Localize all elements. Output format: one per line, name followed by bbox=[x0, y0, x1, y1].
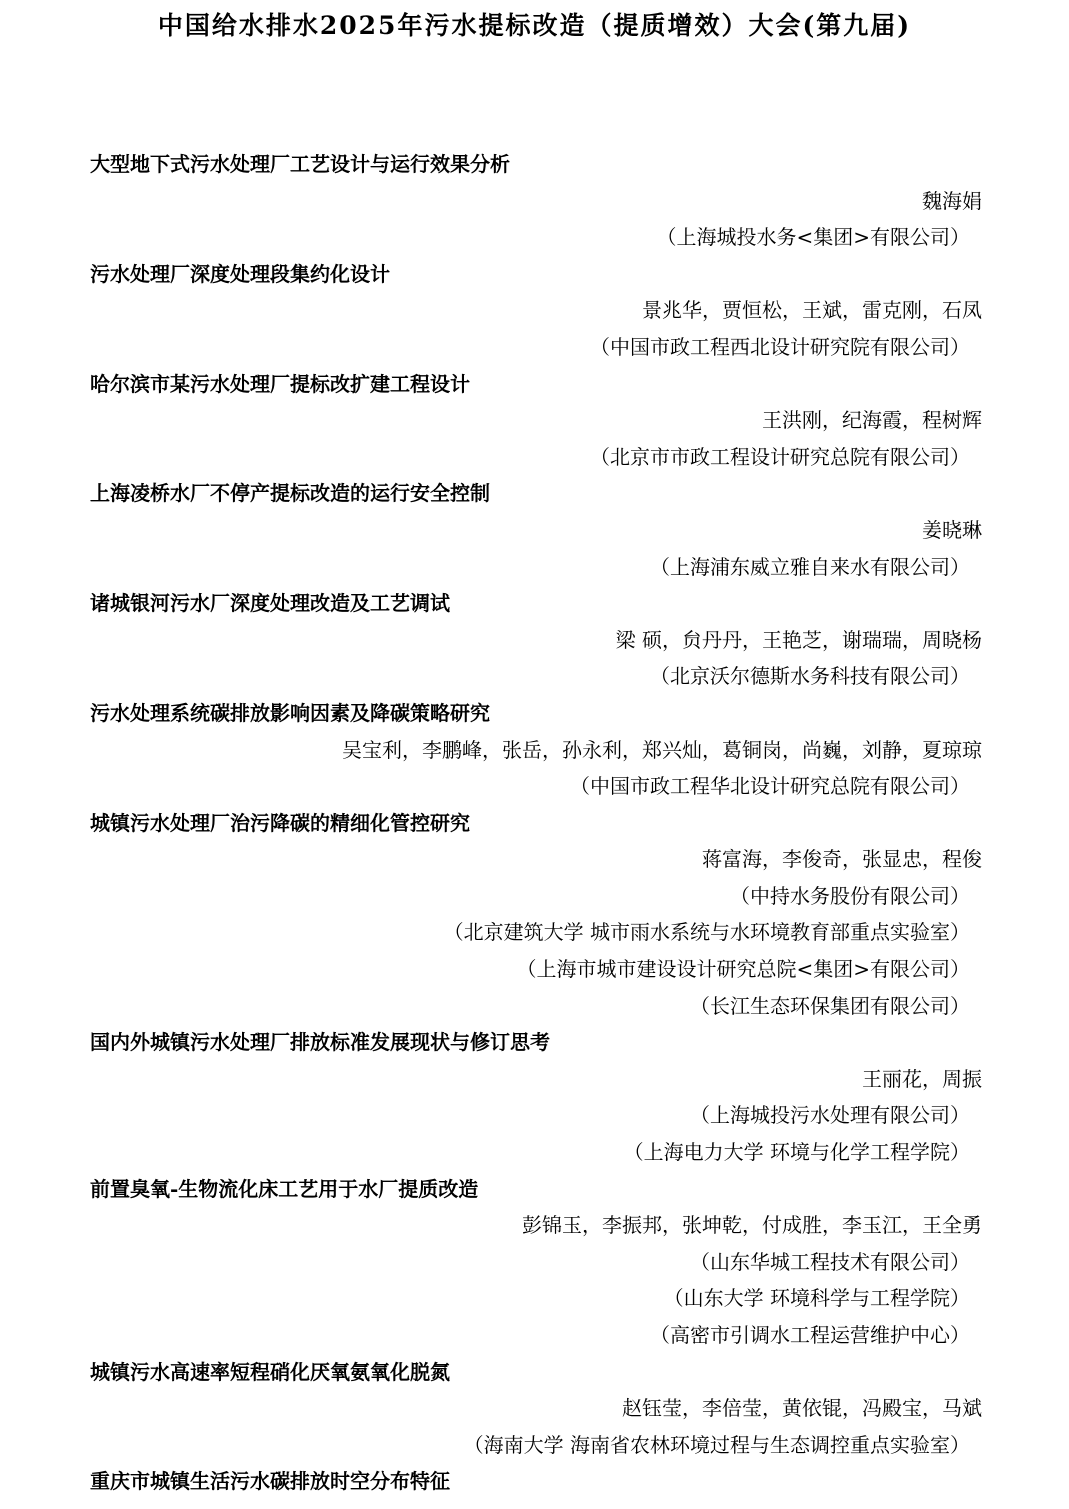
paper-entry bbox=[90, 1463, 982, 1500]
paper-affiliation: （山东华城工程技术有限公司） bbox=[690, 1249, 970, 1274]
paper-affiliation: （北京市市政工程设计研究总院有限公司） bbox=[590, 444, 970, 469]
paper-entry bbox=[90, 585, 982, 695]
paper-affiliation: （上海城投污水处理有限公司） bbox=[690, 1103, 970, 1128]
paper-title: 国内外城镇污水处理厂排放标准发展现状与修订思考 bbox=[90, 1030, 550, 1055]
paper-entry bbox=[90, 1354, 982, 1464]
paper-authors: 王丽花，周振 bbox=[862, 1066, 982, 1091]
paper-affiliation: （上海市城市建设设计研究总院<集团>有限公司） bbox=[516, 957, 970, 982]
paper-list bbox=[90, 146, 982, 1500]
paper-title: 大型地下式污水处理厂工艺设计与运行效果分析 bbox=[90, 152, 510, 176]
paper-title: 城镇污水处理厂治污降碳的精细化管控研究 bbox=[90, 810, 470, 835]
paper-authors: 姜晓琳 bbox=[922, 517, 982, 542]
paper-title: 哈尔滨市某污水处理厂提标改扩建工程设计 bbox=[90, 371, 470, 396]
paper-authors: 吴宝利，李鹏峰，张岳，孙永利，郑兴灿，葛铜岗，尚巍，刘静，夏琼琼 bbox=[342, 737, 982, 762]
paper-affiliation: （山东大学 环境科学与工程学院） bbox=[663, 1286, 970, 1311]
paper-entry bbox=[90, 256, 982, 366]
paper-authors: 王洪刚，纪海霞，程树辉 bbox=[762, 408, 982, 433]
paper-affiliation: （高密市引调水工程运营维护中心） bbox=[650, 1323, 970, 1347]
paper-entry bbox=[90, 695, 982, 805]
paper-authors: 魏海娟 bbox=[922, 188, 982, 213]
paper-affiliation: （中国市政工程华北设计研究总院有限公司） bbox=[570, 774, 970, 799]
paper-entry bbox=[90, 366, 982, 476]
paper-title: 城镇污水高速率短程硝化厌氧氨氧化脱氮 bbox=[90, 1359, 450, 1384]
paper-affiliation: （海南大学 海南省农林环境过程与生态调控重点实验室） bbox=[463, 1432, 970, 1457]
paper-title: 污水处理厂深度处理段集约化设计 bbox=[90, 261, 390, 286]
paper-authors: 景兆华，贾恒松，王斌，雷克刚，石凤 bbox=[642, 298, 982, 323]
paper-affiliation: （长江生态环保集团有限公司） bbox=[690, 993, 970, 1018]
paper-entry bbox=[90, 805, 982, 1025]
paper-title: 重庆市城镇生活污水碳排放时空分布特征 bbox=[90, 1469, 450, 1494]
paper-title: 前置臭氧-生物流化床工艺用于水厂提质改造 bbox=[90, 1176, 479, 1201]
paper-entry bbox=[90, 1024, 982, 1170]
paper-affiliation: （上海浦东威立雅自来水有限公司） bbox=[650, 554, 970, 579]
paper-affiliation: （北京建筑大学 城市雨水系统与水环境教育部重点实验室） bbox=[443, 920, 970, 945]
paper-title: 污水处理系统碳排放影响因素及降碳策略研究 bbox=[90, 700, 490, 725]
paper-authors: 彭锦玉，李振邦，张坤乾，付成胜，李玉江，王全勇 bbox=[522, 1213, 982, 1238]
paper-title: 诸城银河污水厂深度处理改造及工艺调试 bbox=[90, 591, 450, 616]
paper-affiliation: （上海电力大学 环境与化学工程学院） bbox=[623, 1140, 970, 1165]
paper-authors: 赵钰莹，李倍莹，黄依锟，冯殿宝，马斌 bbox=[622, 1396, 982, 1421]
paper-affiliation: （北京沃尔德斯水务科技有限公司） bbox=[650, 664, 970, 689]
paper-affiliation: （上海城投水务<集团>有限公司） bbox=[656, 225, 970, 250]
paper-entry bbox=[90, 146, 982, 256]
page-title: 中国给水排水2025年污水提标改造（提质增效）大会(第九届) bbox=[157, 11, 912, 40]
paper-title: 上海凌桥水厂不停产提标改造的运行安全控制 bbox=[90, 481, 490, 506]
paper-authors: 蒋富海，李俊奇，张显忠，程俊 bbox=[702, 847, 982, 872]
paper-affiliation: （中持水务股份有限公司） bbox=[730, 883, 970, 908]
paper-authors: 梁 硕，贠丹丹，王艳芝，谢瑞瑞，周晓杨 bbox=[615, 627, 982, 652]
paper-affiliation: （中国市政工程西北设计研究院有限公司） bbox=[590, 334, 970, 359]
paper-entry bbox=[90, 475, 982, 585]
paper-entry bbox=[90, 1171, 982, 1354]
